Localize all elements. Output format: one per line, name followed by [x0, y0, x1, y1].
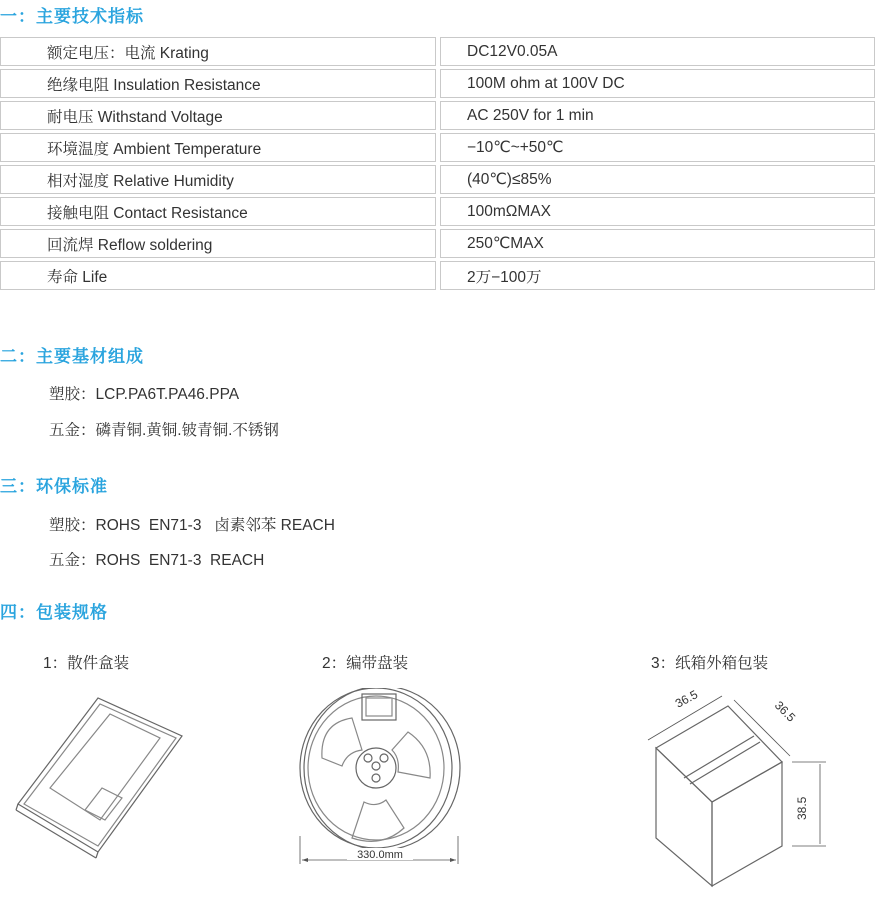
spec-value: 100mΩMAX — [440, 197, 875, 226]
spec-value: 2万−100万 — [440, 261, 875, 290]
spec-value: 250℃MAX — [440, 229, 875, 258]
spec-label: 绝缘电阻 Insulation Resistance — [0, 69, 436, 98]
spec-value: (40℃)≤85% — [440, 165, 875, 194]
package-label-box: 1：散件盒装 — [43, 655, 130, 672]
carton-width-label: 36.5 — [672, 687, 701, 711]
reel-dimension-label: 330.0mm — [357, 849, 403, 861]
spec-row — [0, 133, 875, 162]
section-title-materials: 二：主要基材组成 — [0, 347, 144, 367]
spec-label: 耐电压 Withstand Voltage — [0, 101, 436, 130]
package-label-carton: 3：纸箱外箱包装 — [651, 655, 769, 672]
carton-height-label: 38.5 — [795, 796, 809, 820]
spec-value: AC 250V for 1 min — [440, 101, 875, 130]
spec-label: 额定电压：电流 Krating — [0, 37, 436, 66]
loose-box-illustration — [10, 690, 190, 860]
spec-row — [0, 69, 875, 98]
spec-value: −10℃~+50℃ — [440, 133, 875, 162]
material-metal: 五金：磷青铜.黄铜.铍青铜.不锈钢 — [49, 422, 279, 439]
spec-table — [0, 34, 875, 293]
spec-row — [0, 197, 875, 226]
carton-depth-label: 36.5 — [771, 698, 799, 725]
spec-row — [0, 165, 875, 194]
spec-label: 相对湿度 Relative Humidity — [0, 165, 436, 194]
carton-illustration — [630, 678, 830, 890]
spec-value: DC12V0.05A — [440, 37, 875, 66]
spec-row — [0, 229, 875, 258]
section-title-packaging: 四：包装规格 — [0, 603, 108, 623]
section-title-specs: 一：主要技术指标 — [0, 7, 144, 27]
section-title-environment: 三：环保标准 — [0, 477, 108, 497]
material-plastic: 塑胶：LCP.PA6T.PA46.PPA — [49, 386, 240, 403]
spec-row — [0, 101, 875, 130]
reel-illustration — [292, 688, 467, 868]
spec-label: 寿命 Life — [0, 261, 436, 290]
spec-label: 接触电阻 Contact Resistance — [0, 197, 436, 226]
spec-label: 环境温度 Ambient Temperature — [0, 133, 436, 162]
env-metal: 五金：ROHS EN71-3 REACH — [49, 552, 265, 569]
spec-row — [0, 261, 875, 290]
spec-label: 回流焊 Reflow soldering — [0, 229, 436, 258]
spec-row — [0, 37, 875, 66]
spec-value: 100M ohm at 100V DC — [440, 69, 875, 98]
env-plastic: 塑胶：ROHS EN71-3 卤素邻苯 REACH — [49, 517, 335, 534]
package-label-reel: 2：编带盘装 — [322, 655, 409, 672]
